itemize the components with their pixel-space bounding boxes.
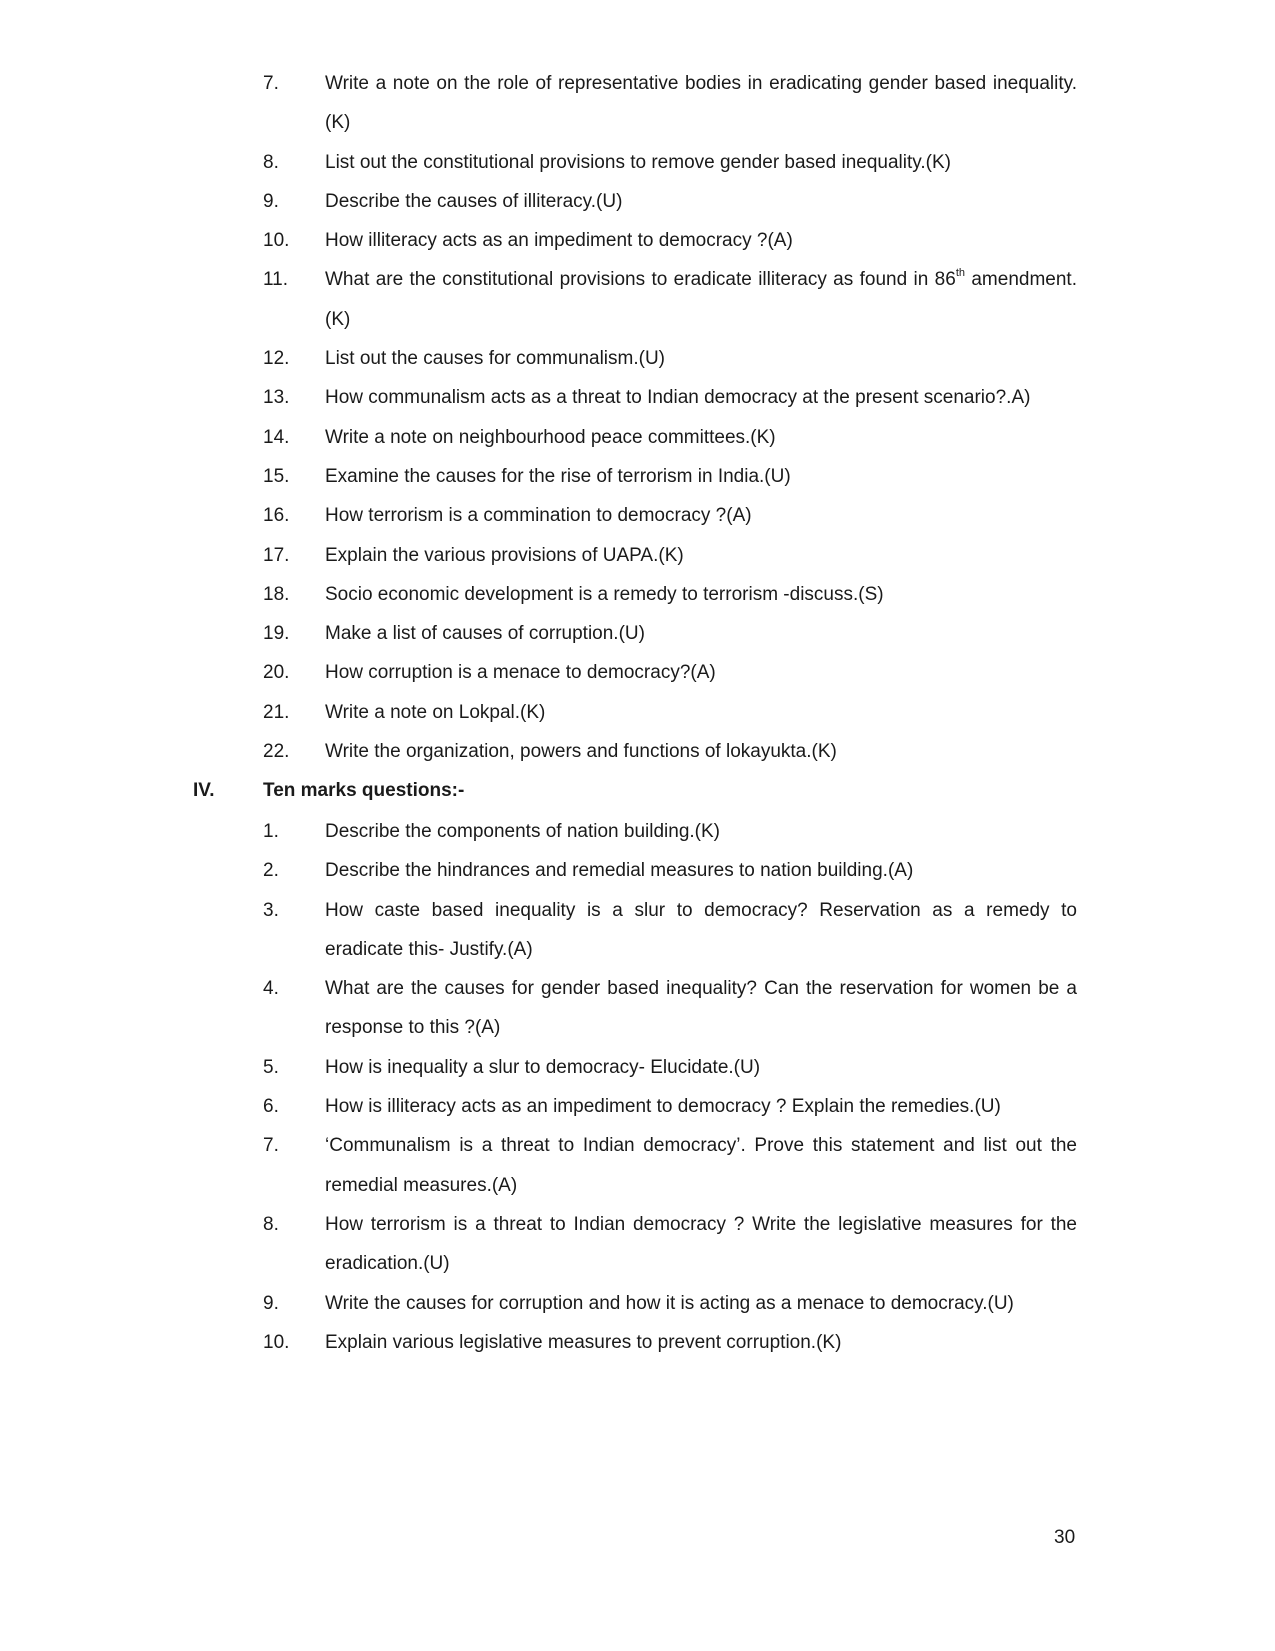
question-text: Describe the causes of illiteracy.(U): [325, 190, 623, 212]
question-number: 20.: [263, 662, 290, 684]
list-item: [0, 1284, 1275, 1323]
question-number: 2.: [263, 860, 279, 882]
question-text: Write a note on the role of representative bodies in eradicating gender based inequality.(K): [325, 73, 1077, 134]
list-item: [0, 143, 1275, 182]
list-item: [0, 64, 1275, 143]
question-text: [325, 260, 1077, 339]
page-number: 30: [1054, 1527, 1076, 1548]
question-text: Examine the causes for the rise of terrorism in India.(U): [325, 465, 791, 487]
list-item: [0, 614, 1275, 653]
list-item: [0, 1048, 1275, 1087]
five-marks-question-list-continued: [0, 64, 1275, 771]
list-item: [0, 1323, 1275, 1362]
list-item: [0, 1205, 1275, 1284]
list-item: [0, 1126, 1275, 1205]
question-text: Write a note on neighbourhood peace committees.(K): [325, 426, 776, 448]
question-number: 10.: [263, 1331, 290, 1353]
question-text-part: What are the constitutional provisions to eradicate illiteracy as found in 86: [325, 269, 956, 291]
list-item: [0, 378, 1275, 417]
list-item: [0, 851, 1275, 890]
question-text: How illiteracy acts as an impediment to democracy ?(A): [325, 230, 793, 252]
question-number: 8.: [263, 1213, 279, 1235]
question-number: 22.: [263, 741, 290, 763]
question-number: 12.: [263, 348, 290, 370]
question-number: 10.: [263, 230, 290, 252]
question-text: Make a list of causes of corruption.(U): [325, 623, 645, 645]
question-number: 15.: [263, 465, 290, 487]
question-text: Explain various legislative measures to prevent corruption.(K): [325, 1331, 842, 1353]
list-item: [0, 1087, 1275, 1126]
question-text: List out the constitutional provisions to remove gender based inequality.(K): [325, 151, 951, 173]
question-number: 21.: [263, 701, 290, 723]
ten-marks-question-list: [0, 812, 1275, 1362]
question-text: List out the causes for communalism.(U): [325, 348, 666, 370]
question-number: 19.: [263, 623, 290, 645]
list-item: [0, 812, 1275, 851]
question-text: Write the organization, powers and functions of lokayukta.(K): [325, 741, 837, 763]
list-item: [0, 575, 1275, 614]
question-number: 5.: [263, 1056, 279, 1078]
question-text: Explain the various provisions of UAPA.(K): [325, 544, 684, 566]
question-text-part: amendment.(K): [325, 269, 1077, 330]
question-text: How is illiteracy acts as an impediment to democracy ? Explain the remedies.(U): [325, 1096, 1001, 1118]
question-text: How communalism acts as a threat to Indian democracy at the present scenario?.A): [325, 387, 1031, 409]
list-item: [0, 732, 1275, 771]
question-number: 17.: [263, 544, 290, 566]
question-number: 18.: [263, 583, 290, 605]
list-item: [0, 260, 1275, 339]
question-number: 16.: [263, 505, 290, 527]
question-number: 11.: [263, 269, 289, 291]
question-number: 7.: [263, 1135, 279, 1157]
question-text: How corruption is a menace to democracy?(A): [325, 662, 716, 684]
question-text: What are the causes for gender based inequality? Can the reservation for women be a response to this ?(A): [325, 978, 1077, 1039]
question-text: How caste based inequality is a slur to democracy? Reservation as a remedy to eradicate this- Justify.(A): [325, 899, 1077, 960]
question-number: 7.: [263, 73, 279, 94]
question-number: 14.: [263, 426, 290, 448]
ordinal-superscript: th: [955, 267, 965, 280]
list-item: [0, 418, 1275, 457]
list-item: [0, 536, 1275, 575]
section-title: Ten marks questions:-: [263, 780, 465, 801]
list-item: [0, 496, 1275, 535]
list-item: [0, 457, 1275, 496]
question-number: 9.: [263, 1292, 279, 1314]
question-number: 6.: [263, 1096, 279, 1118]
question-text: Write a note on Lokpal.(K): [325, 701, 546, 723]
list-item: [0, 339, 1275, 378]
question-number: 9.: [263, 190, 279, 212]
list-item: [0, 221, 1275, 260]
question-number: 1.: [263, 821, 279, 842]
question-text: Write the causes for corruption and how it is acting as a menace to democracy.(U): [325, 1292, 1014, 1314]
list-item: [0, 969, 1275, 1048]
question-text: Describe the hindrances and remedial measures to nation building.(A): [325, 860, 914, 882]
question-text: How is inequality a slur to democracy- Elucidate.(U): [325, 1056, 761, 1078]
question-number: 3.: [263, 899, 279, 921]
section-number: IV.: [193, 780, 215, 801]
question-text: How terrorism is a threat to Indian democracy ? Write the legislative measures for the eradication.(U): [325, 1213, 1077, 1275]
question-text: Socio economic development is a remedy to terrorism -discuss.(S): [325, 583, 884, 605]
list-item: [0, 182, 1275, 221]
list-item: [0, 693, 1275, 732]
list-item: [0, 891, 1275, 970]
question-number: 8.: [263, 151, 279, 173]
question-number: 4.: [263, 978, 279, 1000]
question-text: How terrorism is a commination to democracy ?(A): [325, 505, 752, 527]
question-text: ‘Communalism is a threat to Indian democracy’. Prove this statement and list out the remedial measures.(A): [325, 1135, 1077, 1196]
list-item: [0, 653, 1275, 692]
question-number: 13.: [263, 387, 290, 409]
question-text: Describe the components of nation building.(K): [325, 821, 721, 842]
